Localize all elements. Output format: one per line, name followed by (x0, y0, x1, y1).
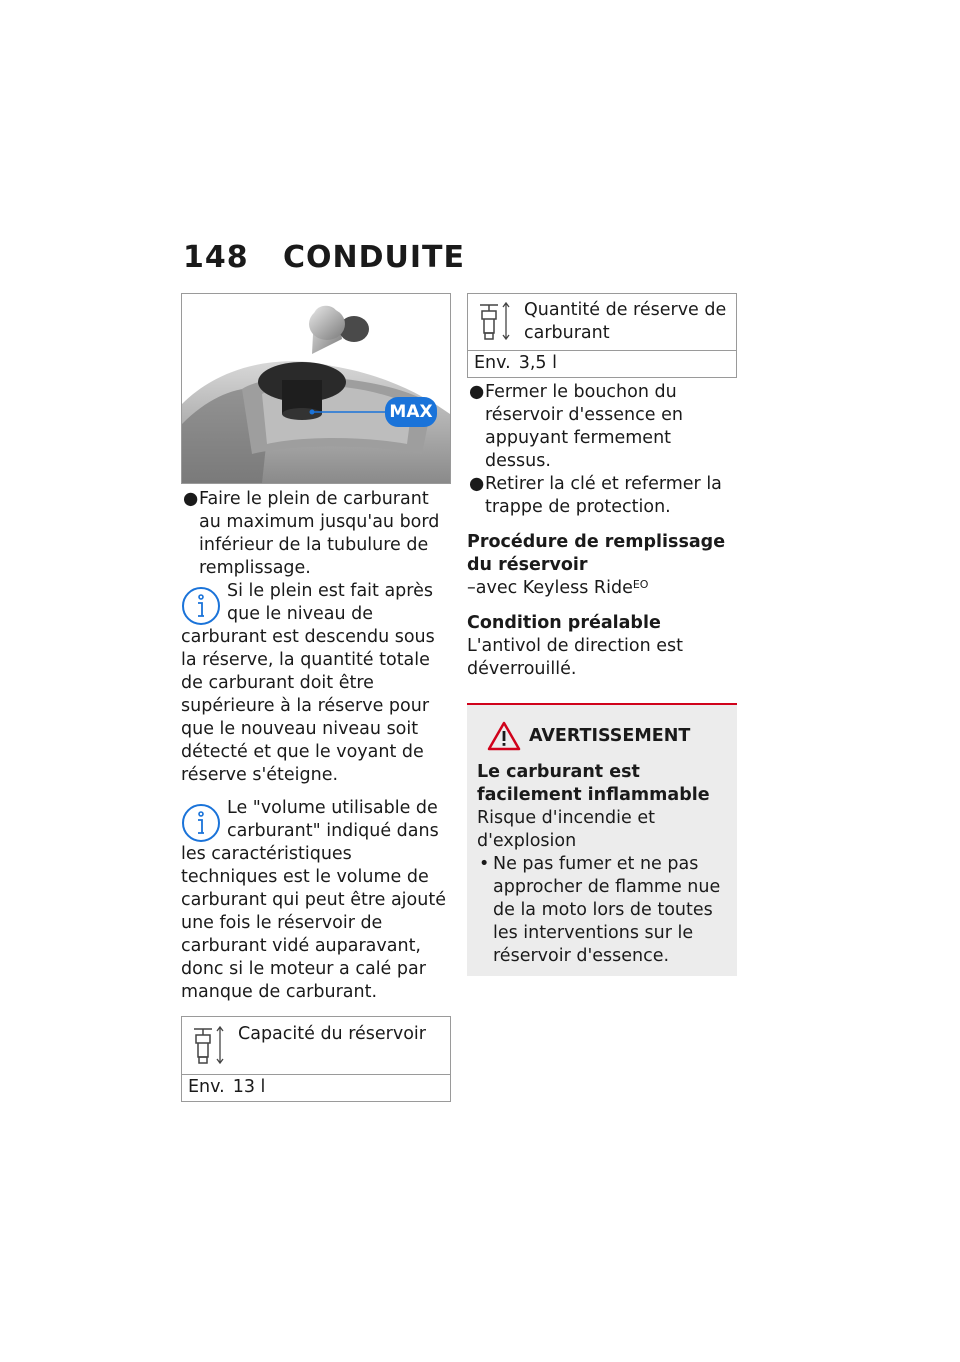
instruction-bullet (181, 488, 451, 580)
warning-bullet-text: Ne pas fumer et ne pas approcher de flamme nue de la moto lors de toutes les interventions sur le réservoir d'essence. (493, 854, 721, 966)
warning-text: Risque d'incendie et d'explosion (477, 808, 655, 851)
warning-triangle-icon (487, 721, 521, 751)
warning-bullet (477, 853, 727, 968)
warning-heading: Le carburant est facilement inflammable (477, 762, 710, 805)
procedure-superscript: EO (632, 578, 649, 591)
spec-prefix: Env. (474, 353, 511, 373)
spec-label: Capacité du réservoir (238, 1024, 426, 1044)
info-note-text: Le "volume utilisable de carburant" indiqué dans les caractéristiques techniques est le volume de carburant qui peut être ajouté une fois le réservoir de carburant vidé auparavant, donc si le moteur a calé par manque de carburant. (181, 798, 446, 1002)
chapter-title: CONDUITE (283, 240, 466, 275)
procedure-subtitle (467, 577, 737, 600)
spec-table-tank-capacity (181, 1016, 451, 1102)
fuel-tank-illustration (182, 294, 450, 483)
left-column (181, 293, 451, 1102)
fuel-filler-figure (181, 293, 451, 484)
instruction-text: Faire le plein de carburant au maximum jusqu'au bord inférieur de la tubulure de remplissage. (199, 489, 440, 578)
max-badge: MAX (389, 402, 433, 422)
info-note-text: Si le plein est fait après que le niveau de carburant est descendu sous la réserve, la quantité totale de carburant doit être supérieure à la réserve pour que le nouveau niveau soit détecté et que le voyant de réserve s'éteigne. (181, 581, 435, 785)
fuel-pump-icon (190, 1023, 230, 1067)
bullet-dot-icon: ● (183, 489, 199, 509)
fuel-pump-icon (476, 299, 516, 343)
procedure-title: Procédure de remplissage du réservoir (467, 532, 726, 575)
warning-title-text: AVERTISSEMENT (529, 725, 691, 746)
spec-value: 3,5 l (518, 353, 557, 373)
bullet-dot-icon: ● (469, 474, 485, 494)
procedure-subtitle-text: –avec Keyless Ride (467, 578, 633, 598)
condition-title: Condition préalable (467, 613, 661, 633)
instruction-text: Retirer la clé et refermer la trappe de protection. (485, 474, 722, 517)
condition-text: L'antivol de direction est déverrouillé. (467, 636, 684, 679)
spec-value: 13 l (232, 1077, 266, 1097)
info-note (181, 580, 451, 787)
info-icon (181, 803, 221, 843)
right-column (467, 293, 737, 976)
bullet-dot-icon: ● (469, 382, 485, 402)
instruction-text: Fermer le bouchon du réservoir d'essence en appuyant fermement dessus. (485, 382, 683, 471)
spec-table-reserve (467, 293, 737, 378)
info-icon (181, 586, 221, 626)
page-number: 148 (183, 240, 249, 275)
instruction-bullet (467, 473, 737, 519)
warning-box (467, 703, 737, 976)
bullet-dot-icon: • (479, 854, 490, 874)
page-header (183, 240, 465, 275)
spec-prefix: Env. (188, 1077, 225, 1097)
spec-label: Quantité de réserve de carburant (524, 300, 727, 343)
instruction-bullet (467, 381, 737, 473)
info-note (181, 797, 451, 1004)
warning-title (487, 721, 727, 751)
